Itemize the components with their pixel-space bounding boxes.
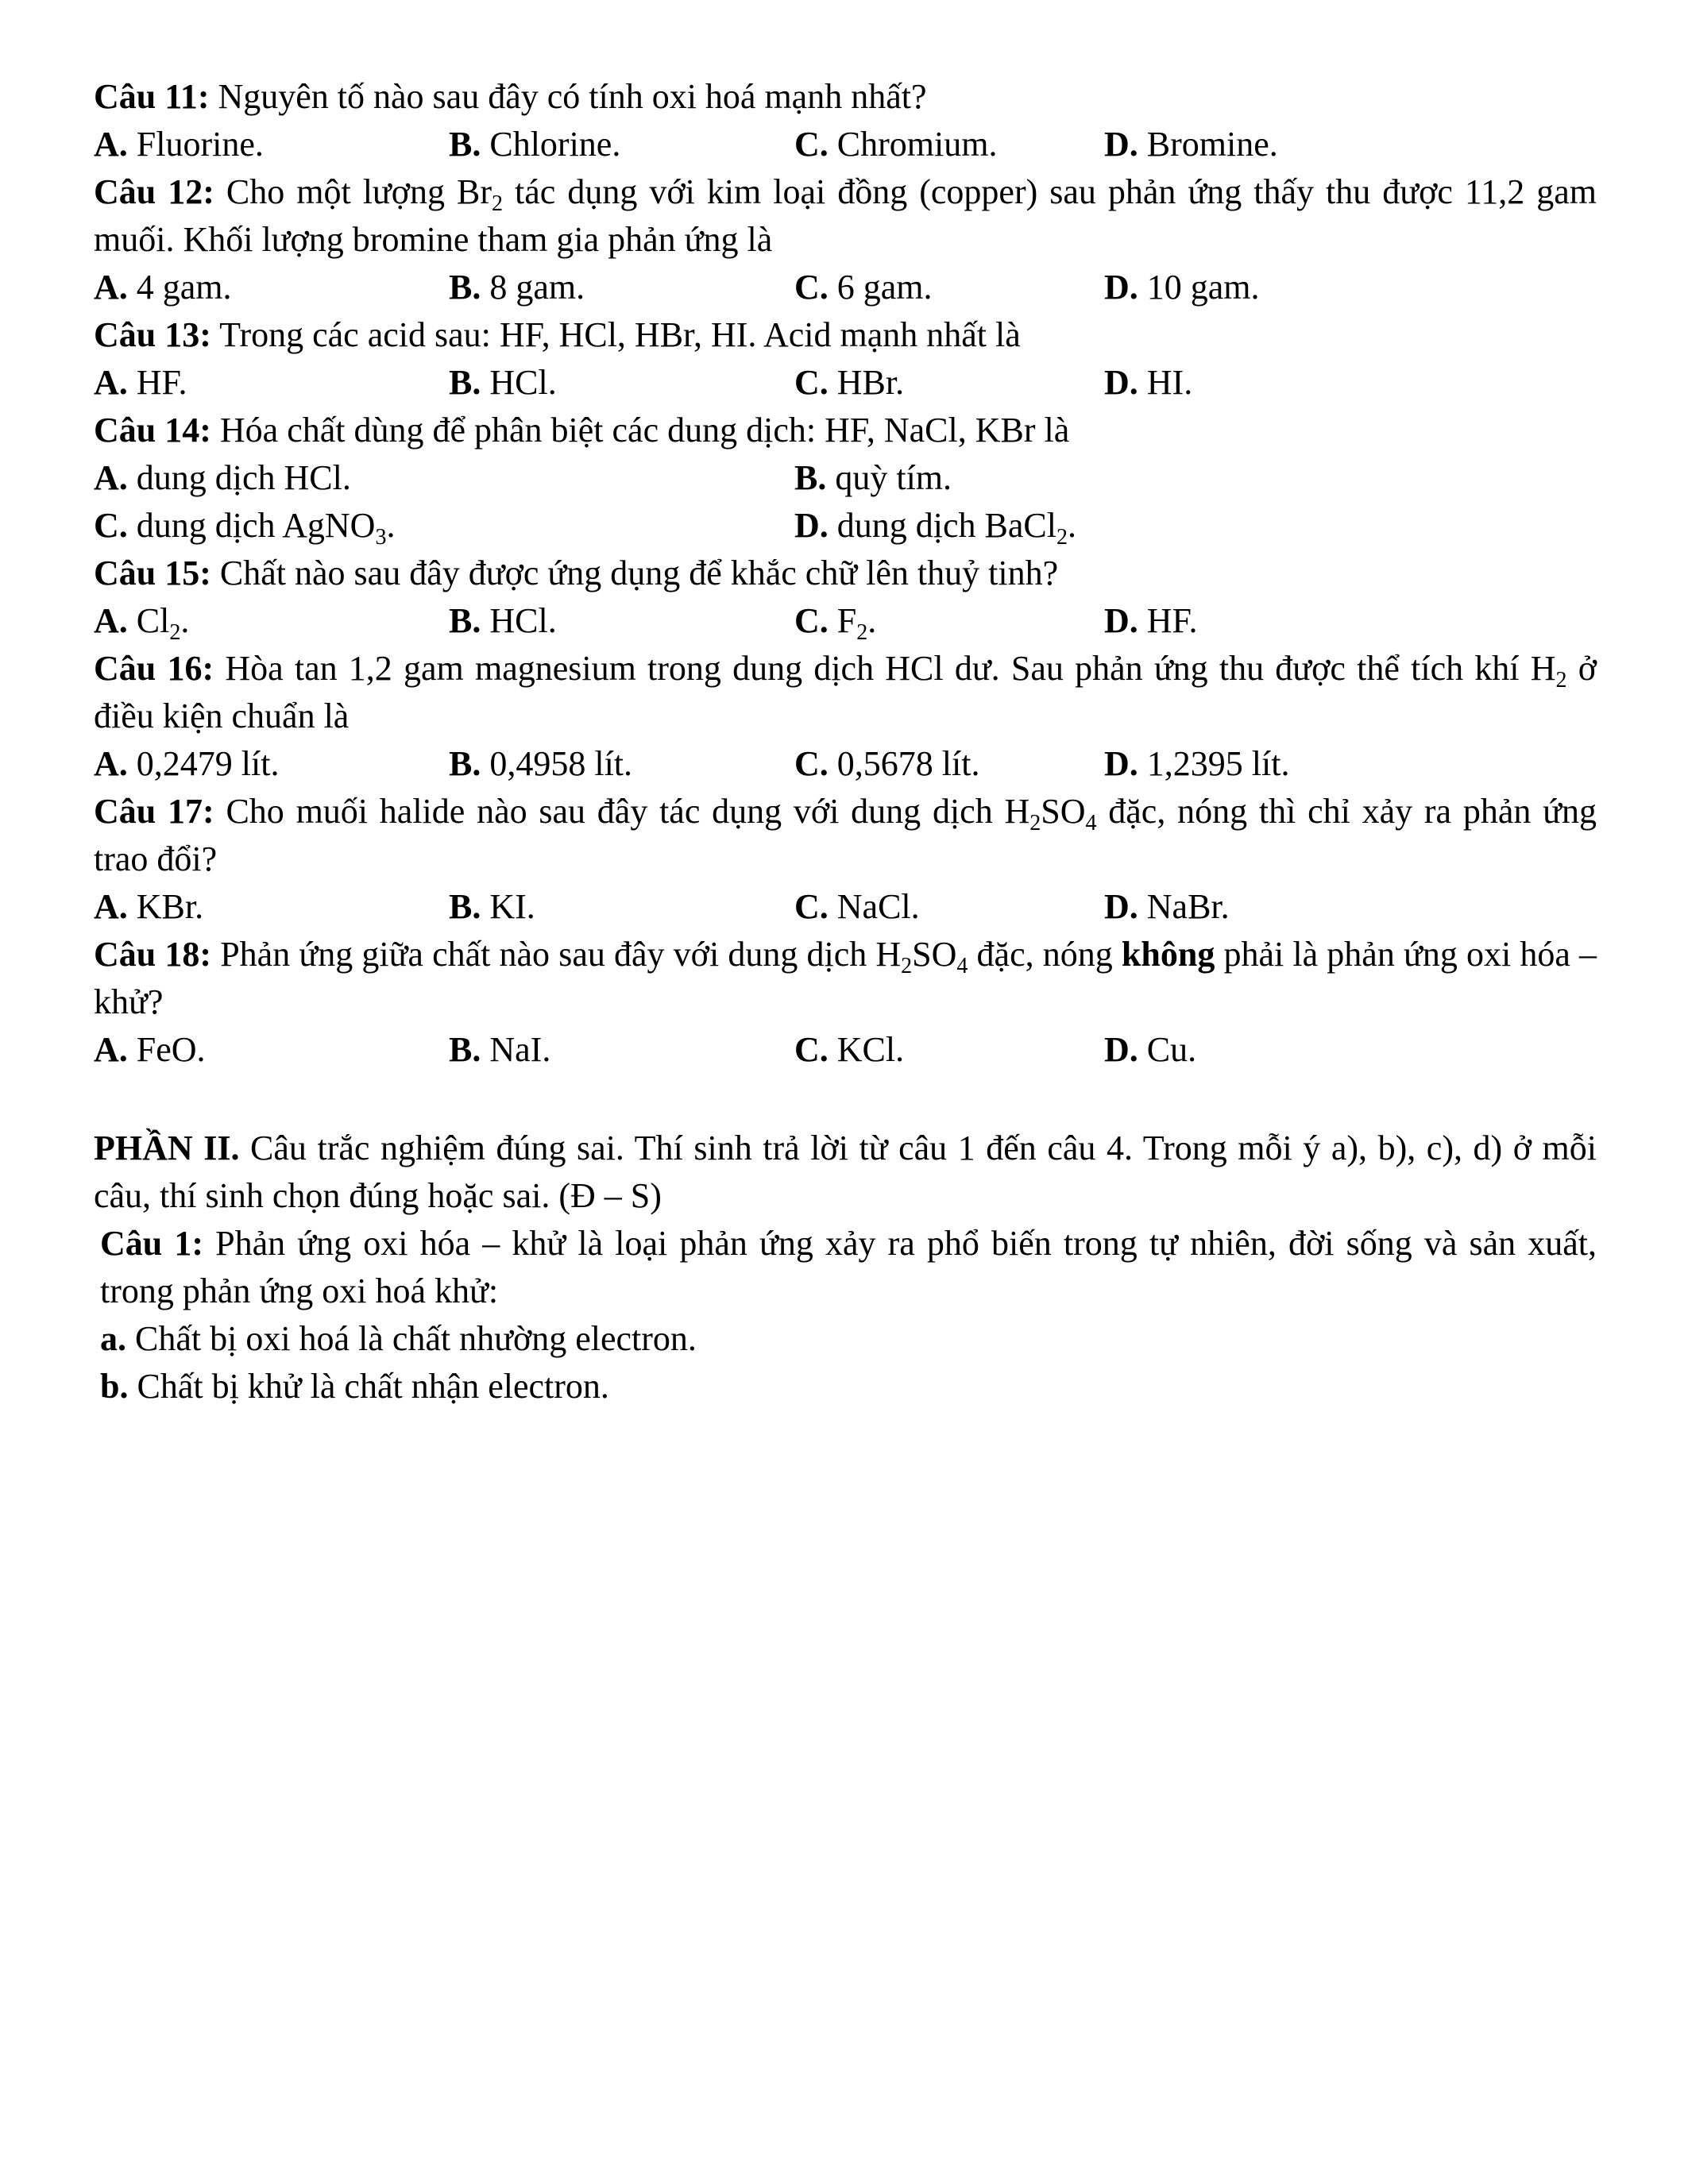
answer-row — [94, 740, 1597, 788]
answer-text: HF. — [1146, 601, 1198, 640]
answer-letter: B. — [449, 363, 481, 402]
question-label: Câu 11: — [94, 77, 210, 116]
question-text — [94, 168, 1597, 264]
answer-option-d — [1104, 883, 1597, 931]
question-body: Trong các acid sau: HF, HCl, HBr, HI. Acid mạnh nhất là — [219, 315, 1021, 354]
answer-letter: B. — [449, 887, 481, 926]
answer-text: NaCl. — [836, 887, 920, 926]
answer-letter: A. — [94, 125, 128, 164]
answer-option-c — [794, 1026, 1104, 1074]
answer-text: Bromine. — [1146, 125, 1278, 164]
question-text — [94, 407, 1597, 454]
part2-q1-item-a — [94, 1315, 1597, 1363]
question-label: Câu 17: — [94, 792, 214, 831]
answer-text: 10 gam. — [1146, 268, 1260, 307]
answer-text: NaBr. — [1146, 887, 1230, 926]
answer-text: NaI. — [489, 1030, 551, 1069]
question-block-12 — [94, 168, 1597, 311]
question-body: Nguyên tố nào sau đây có tính oxi hoá mạnh nhất? — [218, 77, 927, 116]
answer-letter: A. — [94, 268, 128, 307]
answer-letter: D. — [794, 506, 829, 545]
answer-text: KBr. — [136, 887, 204, 926]
answer-option-a — [94, 121, 449, 168]
answer-option-a — [94, 264, 449, 311]
question-text — [94, 931, 1597, 1026]
part2-question-1 — [94, 1220, 1597, 1315]
answer-option-d — [1104, 264, 1597, 311]
question-block-13 — [94, 311, 1597, 407]
answer-letter: D. — [1104, 1030, 1138, 1069]
question-body: Cho một lượng $Br_2$ tác dụng với kim loại đồng (copper) sau phản ứng thấy thu được 11,2 gam muối. Khối lượng bromine tham gia phản ứng là — [94, 172, 1597, 259]
answer-option-c — [794, 121, 1104, 168]
answer-text: Chromium. — [836, 125, 998, 164]
answer-option-a — [94, 359, 449, 407]
part2-q1-item-b — [94, 1363, 1597, 1410]
answer-option-c — [794, 597, 1104, 645]
question-body: Phản ứng oxi hóa – khử là loại phản ứng xảy ra phổ biến trong tự nhiên, đời sống và sản xuất, trong phản ứng oxi hoá khử: — [100, 1224, 1597, 1310]
question-block-18 — [94, 931, 1597, 1074]
answer-text: FeO. — [136, 1030, 206, 1069]
answer-text: Fluorine. — [136, 125, 264, 164]
question-label: Câu 18: — [94, 935, 212, 974]
answer-text: KI. — [489, 887, 535, 926]
answer-option-c — [794, 359, 1104, 407]
answer-option-d — [1104, 740, 1597, 788]
answer-option-d — [1104, 1026, 1597, 1074]
answer-text: $F_2$. — [836, 601, 877, 645]
answer-row — [94, 121, 1597, 168]
answer-text: $Cl_2$. — [136, 601, 190, 645]
answer-text: HCl. — [489, 601, 557, 640]
answer-letter: C. — [794, 125, 829, 164]
answer-option-b — [794, 454, 1597, 502]
answer-text: dung dịch BaCl$_2$. — [836, 506, 1076, 550]
answer-option-b — [449, 883, 794, 931]
answer-option-d — [1104, 121, 1597, 168]
answer-text: HBr. — [836, 363, 905, 402]
answer-letter: D. — [1104, 125, 1138, 164]
part2-intro-text: Câu trắc nghiệm đúng sai. Thí sinh trả lời từ câu 1 đến câu 4. Trong mỗi ý a), b), c), d) ở mỗi câu, thí sinh chọn đúng hoặc sai. (Đ – S) — [94, 1129, 1597, 1215]
answer-option-b — [449, 359, 794, 407]
answer-option-a — [94, 1026, 449, 1074]
answer-row — [94, 883, 1597, 931]
answer-letter: A. — [94, 458, 128, 497]
answer-letter: C. — [794, 601, 829, 640]
question-body: Phản ứng giữa chất nào sau đây với dung dịch $H_2SO_4$ đặc, nóng không phải là phản ứng oxi hóa – khử? — [94, 935, 1597, 1021]
question-label: Câu 12: — [94, 172, 214, 211]
answer-option-c — [794, 264, 1104, 311]
answer-letter: D. — [1104, 268, 1138, 307]
answer-text: 6 gam. — [836, 268, 933, 307]
answer-text: quỳ tím. — [835, 458, 952, 497]
part2-intro — [94, 1125, 1597, 1220]
question-text — [94, 550, 1597, 597]
answer-letter: D. — [1104, 363, 1138, 402]
answer-text: KCl. — [836, 1030, 905, 1069]
question-body: Cho muối halide nào sau đây tác dụng với dung dịch $H_2SO_4$ đặc, nóng thì chỉ xảy ra phản ứng trao đổi? — [94, 792, 1597, 878]
answer-row — [94, 264, 1597, 311]
question-body: Chất nào sau đây được ứng dụng để khắc chữ lên thuỷ tinh? — [219, 554, 1059, 592]
answer-row — [94, 359, 1597, 407]
answer-letter: A. — [94, 1030, 128, 1069]
answer-letter: A. — [94, 887, 128, 926]
answer-text: 4 gam. — [136, 268, 232, 307]
question-label: Câu 14: — [94, 411, 211, 450]
answer-option-c — [94, 502, 794, 550]
answer-text: dung dịch HCl. — [136, 458, 351, 497]
answer-text: dung dịch AgNO$_3$. — [136, 506, 396, 550]
answer-text: Chlorine. — [489, 125, 621, 164]
answer-row — [94, 1026, 1597, 1074]
answer-text: HF. — [136, 363, 187, 402]
question-block-14 — [94, 407, 1597, 550]
answer-option-a — [94, 454, 794, 502]
answer-letter: B. — [794, 458, 827, 497]
part2-label: PHẦN II. — [94, 1129, 240, 1167]
answer-option-b — [449, 121, 794, 168]
question-block-17 — [94, 788, 1597, 931]
question-block-15 — [94, 550, 1597, 645]
question-block-16 — [94, 645, 1597, 788]
answer-text: HCl. — [489, 363, 557, 402]
question-body: Hóa chất dùng để phân biệt các dung dịch: HF, NaCl, KBr là — [219, 411, 1070, 450]
answer-letter: D. — [1104, 744, 1138, 783]
question-block-11 — [94, 73, 1597, 168]
question-label: Câu 15: — [94, 554, 211, 592]
answer-text: Cu. — [1146, 1030, 1197, 1069]
answer-option-b — [449, 740, 794, 788]
answer-option-a — [94, 740, 449, 788]
question-text — [94, 311, 1597, 359]
answer-letter: A. — [94, 744, 128, 783]
question-text — [94, 645, 1597, 740]
answer-letter: C. — [794, 268, 829, 307]
answer-letter: C. — [794, 363, 829, 402]
question-label: Câu 16: — [94, 649, 214, 688]
answer-text: 0,5678 lít. — [836, 744, 980, 783]
question-text — [94, 788, 1597, 883]
answer-option-b — [449, 1026, 794, 1074]
answer-letter: C. — [794, 1030, 829, 1069]
part2-section — [94, 1125, 1597, 1410]
answer-text: 0,4958 lít. — [489, 744, 633, 783]
question-body: Hòa tan 1,2 gam magnesium trong dung dịch HCl dư. Sau phản ứng thu được thể tích khí $H_2$ ở điều kiện chuẩn là — [94, 649, 1597, 735]
question-text — [94, 73, 1597, 121]
question-label: Câu 13: — [94, 315, 211, 354]
answer-option-d — [1104, 359, 1597, 407]
answer-option-d — [794, 502, 1597, 550]
answer-letter: A. — [94, 601, 128, 640]
answer-text: 1,2395 lít. — [1146, 744, 1290, 783]
answer-row — [94, 597, 1597, 645]
answer-letter: B. — [449, 268, 481, 307]
item-letter: b. — [100, 1367, 129, 1406]
answer-letter: D. — [1104, 887, 1138, 926]
answer-option-c — [794, 883, 1104, 931]
answer-letter: B. — [449, 125, 481, 164]
answer-option-c — [794, 740, 1104, 788]
answer-text: 8 gam. — [489, 268, 585, 307]
item-letter: a. — [100, 1319, 126, 1358]
question-label: Câu 1: — [100, 1224, 204, 1263]
answer-option-b — [449, 597, 794, 645]
item-text: Chất bị oxi hoá là chất nhường electron. — [135, 1319, 697, 1358]
answer-letter: C. — [94, 506, 128, 545]
answer-letter: A. — [94, 363, 128, 402]
answer-letter: C. — [794, 887, 829, 926]
answer-grid — [94, 454, 1597, 550]
answer-option-a — [94, 597, 449, 645]
answer-text: HI. — [1146, 363, 1193, 402]
answer-option-d — [1104, 597, 1597, 645]
answer-option-a — [94, 883, 449, 931]
answer-letter: D. — [1104, 601, 1138, 640]
answer-letter: C. — [794, 744, 829, 783]
item-text: Chất bị khử là chất nhận electron. — [137, 1367, 609, 1406]
answer-letter: B. — [449, 744, 481, 783]
answer-option-b — [449, 264, 794, 311]
answer-letter: B. — [449, 1030, 481, 1069]
answer-text: 0,2479 lít. — [136, 744, 280, 783]
answer-letter: B. — [449, 601, 481, 640]
